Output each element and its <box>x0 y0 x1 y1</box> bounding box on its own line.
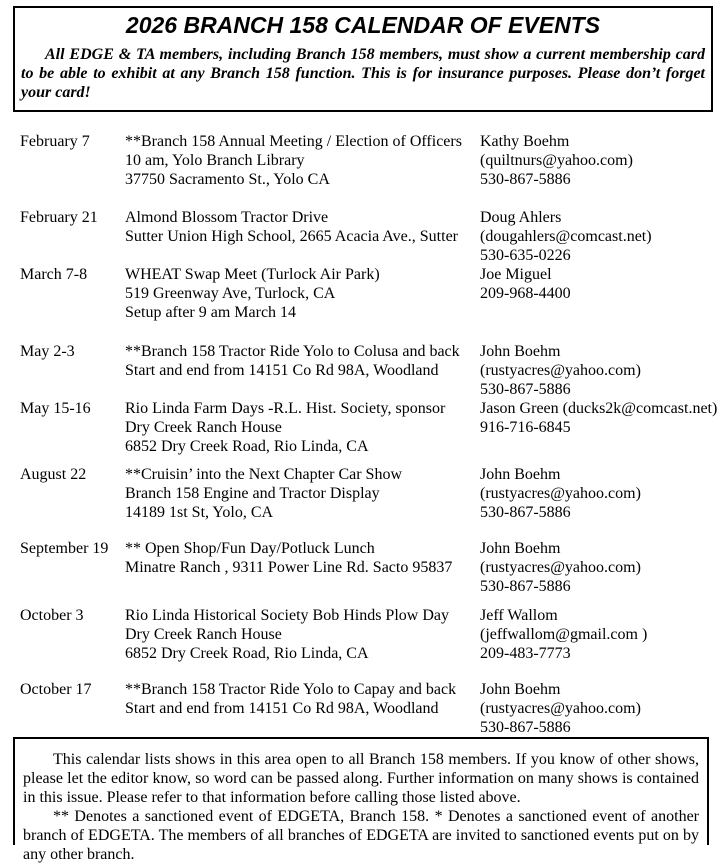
event-contact-line: (rustyacres@yahoo.com) <box>480 700 641 717</box>
event-description-line: 10 am, Yolo Branch Library <box>125 152 305 169</box>
event-contact-line: 530-867-5886 <box>480 578 571 595</box>
event-description-line: Rio Linda Farm Days -R.L. Hist. Society, sponsor <box>125 400 446 417</box>
event-contact <box>480 539 728 596</box>
event-contact-line: (quiltnurs@yahoo.com) <box>480 152 633 169</box>
event-contact-line: (rustyacres@yahoo.com) <box>480 362 641 379</box>
event-description-line: **Branch 158 Tractor Ride Yolo to Colusa and back <box>125 343 460 360</box>
header-box <box>13 6 713 112</box>
event-contact-line: (rustyacres@yahoo.com) <box>480 559 641 576</box>
event-contact-line: 209-483-7773 <box>480 645 571 662</box>
footer-note-box <box>13 737 709 863</box>
event-description-line: Dry Creek Ranch House <box>125 626 282 643</box>
event-contact-line: (jeffwallom@gmail.com ) <box>480 626 648 643</box>
membership-notice: All EDGE & TA members, including Branch 158 members, must show a current membership card to be able to exhibit at any Branch 158 function. This is for insurance purposes. Please don’t forget your card! <box>21 46 705 101</box>
footer-paragraph: This calendar lists shows in this area open to all Branch 158 members. If you know of other shows, please let the editor know, so word can be passed along. Further information on many shows is contained in this issue. Please refer to that information before calling those listed above. <box>23 751 699 806</box>
event-description-line: Sutter Union High School, 2665 Acacia Ave., Sutter <box>125 228 458 245</box>
event-contact-line: 530-867-5886 <box>480 719 571 736</box>
event-row <box>20 399 728 456</box>
event-description-line: Almond Blossom Tractor Drive <box>125 209 329 226</box>
event-description-line: Start and end from 14151 Co Rd 98A, Woodland <box>125 700 439 717</box>
event-description-line: **Branch 158 Annual Meeting / Election of Officers <box>125 133 462 150</box>
event-description <box>125 606 480 663</box>
event-row <box>20 208 728 265</box>
event-description-line: 37750 Sacramento St., Yolo CA <box>125 171 330 188</box>
event-row <box>20 265 728 322</box>
event-contact-line: (dougahlers@comcast.net) <box>480 228 652 245</box>
event-contact-line: Doug Ahlers <box>480 209 562 226</box>
event-contact-line: Jeff Wallom <box>480 607 558 624</box>
event-description <box>125 342 480 399</box>
event-description <box>125 208 480 265</box>
event-contact-line: John Boehm <box>480 343 561 360</box>
event-row <box>20 680 728 737</box>
event-contact-line: 530-867-5886 <box>480 381 571 398</box>
event-description-line: Branch 158 Engine and Tractor Display <box>125 485 380 502</box>
event-description-line: Rio Linda Historical Society Bob Hinds Plow Day <box>125 607 449 624</box>
event-date: August 22 <box>20 466 87 483</box>
event-description <box>125 132 480 189</box>
event-contact <box>480 399 728 456</box>
event-contact-line: Joe Miguel <box>480 266 552 283</box>
event-contact-line: 209-968-4400 <box>480 285 571 302</box>
event-contact-line: Jason Green (ducks2k@comcast.net) <box>480 400 718 417</box>
event-contact <box>480 342 728 399</box>
event-contact <box>480 265 728 322</box>
footer-paragraph: ** Denotes a sanctioned event of EDGETA, Branch 158. * Denotes a sanctioned event of another branch of EDGETA. The members of all branches of EDGETA are invited to sanctioned events put on by any other branch. <box>23 808 699 863</box>
event-contact <box>480 465 728 522</box>
event-description <box>125 265 480 322</box>
event-contact-line: 530-867-5886 <box>480 171 571 188</box>
event-contact <box>480 132 728 189</box>
event-date: March 7-8 <box>20 266 88 283</box>
event-date: October 17 <box>20 681 92 698</box>
event-row <box>20 342 728 399</box>
events-list <box>0 132 728 737</box>
event-contact-line: Kathy Boehm <box>480 133 570 150</box>
event-date: September 19 <box>20 540 109 557</box>
event-description-line: 14189 1st St, Yolo, CA <box>125 504 274 521</box>
event-contact-line: 530-867-5886 <box>480 504 571 521</box>
event-description <box>125 465 480 522</box>
event-contact-line: 530-635-0226 <box>480 247 571 264</box>
event-row <box>20 465 728 522</box>
event-description-line: **Branch 158 Tractor Ride Yolo to Capay and back <box>125 681 457 698</box>
event-description-line: 6852 Dry Creek Road, Rio Linda, CA <box>125 438 369 455</box>
event-description-line: ** Open Shop/Fun Day/Potluck Lunch <box>125 540 375 557</box>
event-contact-line: John Boehm <box>480 466 561 483</box>
event-description-line: Start and end from 14151 Co Rd 98A, Woodland <box>125 362 439 379</box>
event-description-line: 519 Greenway Ave, Turlock, CA <box>125 285 336 302</box>
event-contact-line: John Boehm <box>480 540 561 557</box>
calendar-page <box>0 6 728 863</box>
event-row <box>20 606 728 663</box>
page-title: 2026 BRANCH 158 CALENDAR OF EVENTS <box>125 12 601 38</box>
event-date: May 2-3 <box>20 343 75 360</box>
event-description-line: Minatre Ranch , 9311 Power Line Rd. Sacto 95837 <box>125 559 453 576</box>
event-contact <box>480 208 728 265</box>
event-contact-line: 916-716-6845 <box>480 419 571 436</box>
event-contact <box>480 680 728 737</box>
event-date: October 3 <box>20 607 84 624</box>
event-contact-line: John Boehm <box>480 681 561 698</box>
event-contact-line: (rustyacres@yahoo.com) <box>480 485 641 502</box>
event-date: May 15-16 <box>20 400 91 417</box>
event-description-line: WHEAT Swap Meet (Turlock Air Park) <box>125 266 380 283</box>
event-description <box>125 539 480 596</box>
event-description-line: Setup after 9 am March 14 <box>125 304 297 321</box>
event-description-line: 6852 Dry Creek Road, Rio Linda, CA <box>125 645 369 662</box>
event-description-line: Dry Creek Ranch House <box>125 419 282 436</box>
event-row <box>20 539 728 596</box>
event-description-line: **Cruisin’ into the Next Chapter Car Show <box>125 466 402 483</box>
event-description <box>125 399 480 456</box>
event-date: February 21 <box>20 209 98 226</box>
event-contact <box>480 606 728 663</box>
event-date: February 7 <box>20 133 90 150</box>
event-row <box>20 132 728 189</box>
event-description <box>125 680 480 737</box>
